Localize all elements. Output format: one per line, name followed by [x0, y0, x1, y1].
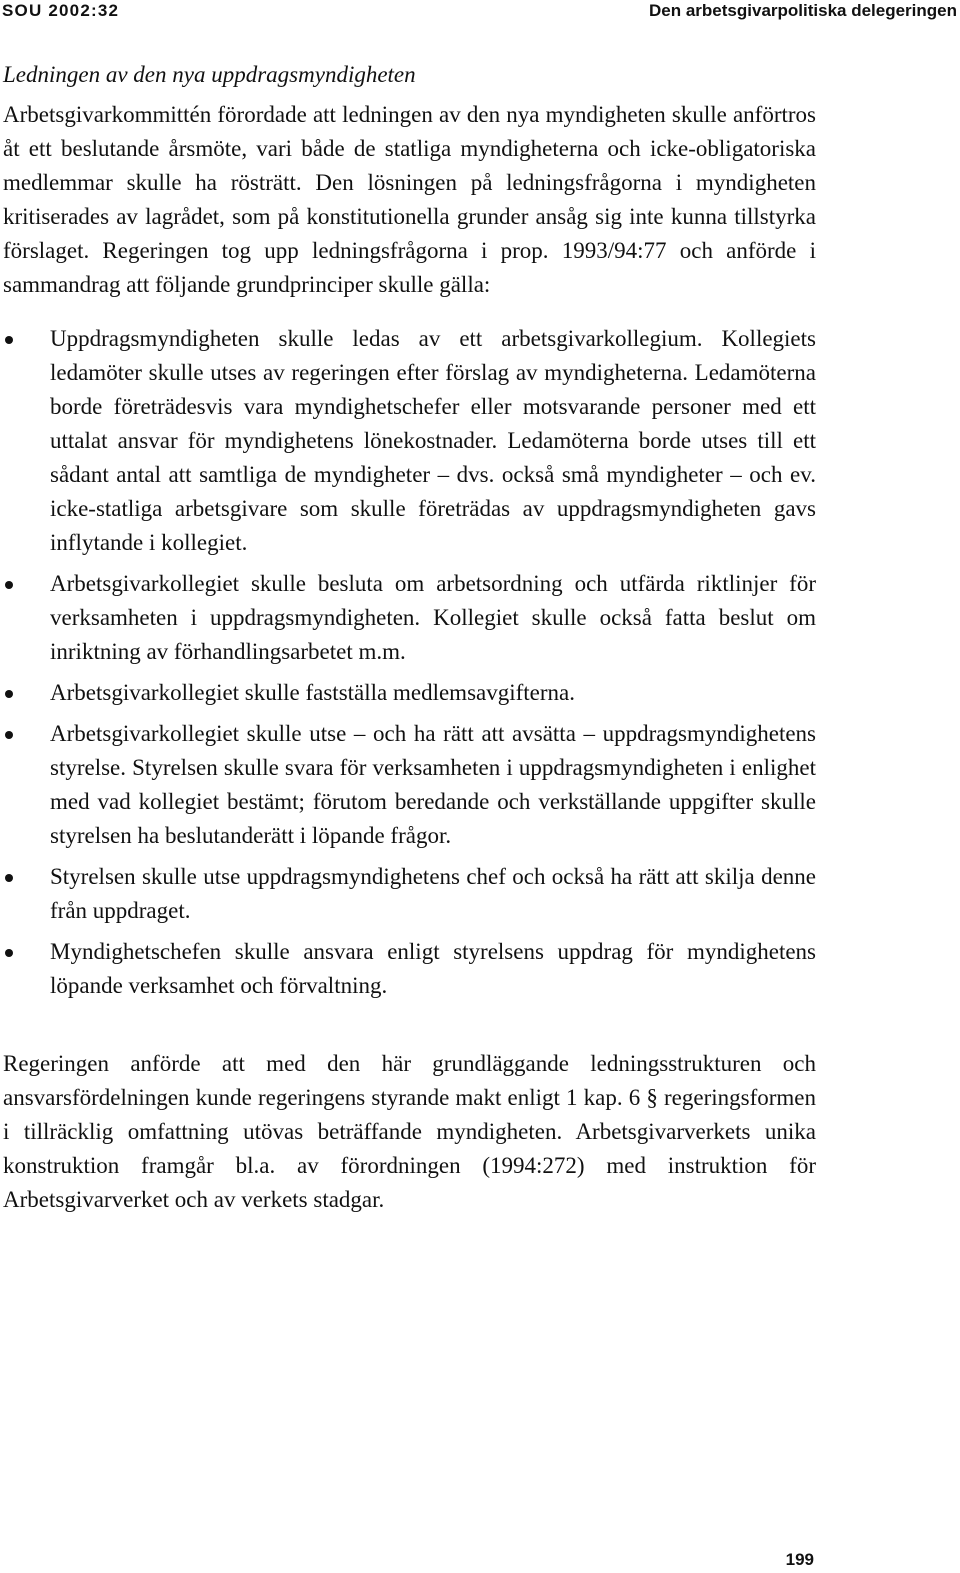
page-number: 199 — [785, 1550, 814, 1569]
principles-list — [3, 322, 816, 1003]
running-header — [0, 0, 960, 22]
list-item — [3, 717, 816, 853]
list-item-text: Arbetsgivarkollegiet skulle utse – och ha rätt att avsätta – uppdragsmyndighetens styrelse. Styrelsen skulle svara för verksamheten i uppdragsmyndigheten i enlighet med vad kollegiet bestämt; förutom beredande och verkställande uppgifter skulle styrelsen ha beslutanderätt i löpande frågor. — [50, 721, 816, 848]
intro-paragraph: Arbetsgivarkommittén förordade att ledningen av den nya myndigheten skulle anförtros åt ett beslutande årsmöte, vari både de statliga myndigheterna och icke-obligatoriska medlemmar skulle ha rösträtt. Den lösningen på ledningsfrågorna i myndigheten kritiserades av lagrådet, som på konstitutionella grunder ansåg sig inte kunna tillstyrka förslaget. Regeringen tog upp ledningsfrågorna i prop. 1993/94:77 och anförde i sammandrag att följande grundprinciper skulle gälla: — [3, 102, 816, 297]
list-item-text: Uppdragsmyndigheten skulle ledas av ett arbetsgivarkollegium. Kollegiets ledamöter skulle utses av regeringen efter förslag av myndigheterna. Ledamöterna borde företrädesvis vara myndighetschefer eller motsvarande personer med ett uttalat ansvar för myndighetens lönekostnader. Ledamöterna borde utses till ett sådant antal att samtliga de myndigheter – dvs. också små myndigheter – och ev. icke-statliga arbetsgivare som skulle företrädas av uppdragsmyndigheten gavs inflytande i kollegiet. — [50, 326, 816, 555]
closing-paragraph: Regeringen anförde att med den här grundläggande ledningsstrukturen och ansvarsfördelningen kunde regeringens styrande makt enligt 1 kap. 6 § regeringsformen i tillräcklig omfattning utövas beträffande myndigheten. Arbetsgivarverkets unika konstruktion framgår bl.a. av förordningen (1994:272) med instruktion för Arbetsgivarverket och av verkets stadgar. — [3, 1051, 816, 1212]
list-item-text: Arbetsgivarkollegiet skulle fastställa medlemsavgifterna. — [50, 680, 576, 705]
chapter-title: Den arbetsgivarpolitiska delegeringen — [649, 1, 957, 20]
list-item-text: Styrelsen skulle utse uppdragsmyndighetens chef och också ha rätt att skilja denne från uppdraget. — [50, 864, 816, 923]
bullet-icon — [5, 690, 13, 698]
bullet-icon — [5, 874, 13, 882]
bullet-icon — [5, 336, 13, 344]
bullet-icon — [5, 581, 13, 589]
document-reference: SOU 2002:32 — [2, 1, 120, 20]
list-item — [3, 567, 816, 669]
section-heading: Ledningen av den nya uppdragsmyndigheten — [3, 62, 416, 87]
list-item-text: Myndighetschefen skulle ansvara enligt styrelsens uppdrag för myndighetens löpande verksamhet och förvaltning. — [50, 939, 816, 998]
list-item — [3, 860, 816, 928]
list-item-text: Arbetsgivarkollegiet skulle besluta om arbetsordning och utfärda riktlinjer för verksamheten i uppdragsmyndigheten. Kollegiet skulle också fatta beslut om inriktning av förhandlingsarbetet m.m. — [50, 571, 816, 664]
list-item — [3, 676, 816, 710]
bullet-icon — [5, 949, 13, 957]
list-item — [3, 935, 816, 1003]
list-item — [3, 322, 816, 560]
page-body — [3, 58, 816, 1217]
bullet-icon — [5, 731, 13, 739]
